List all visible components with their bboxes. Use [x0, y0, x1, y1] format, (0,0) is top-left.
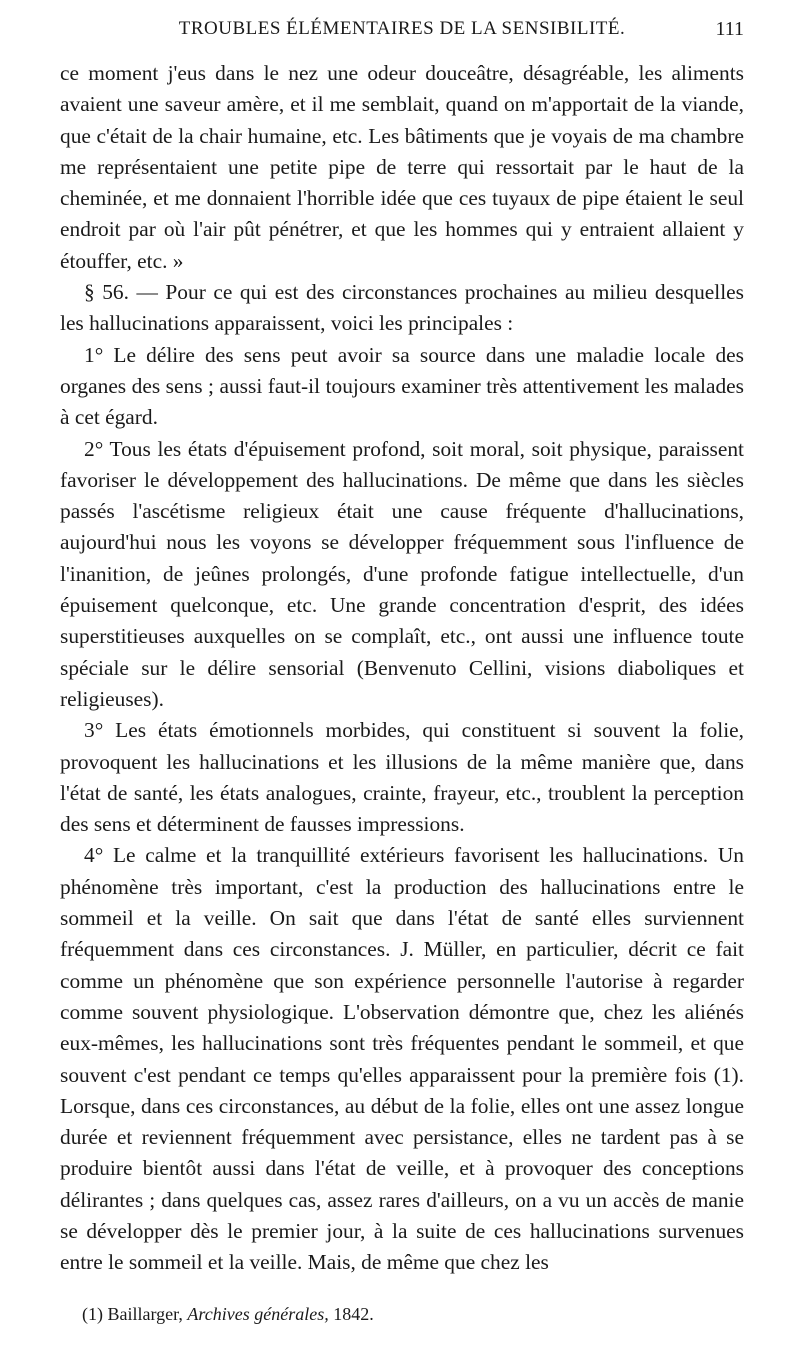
page-number: 111	[715, 18, 744, 40]
running-head: TROUBLES ÉLÉMENTAIRES DE LA SENSIBILITÉ.	[178, 18, 626, 39]
paragraph-continuation: ce moment j'eus dans le nez une odeur douceâtre, désagréable, les aliments avaient une saveur amère, et il me semblait, quand on m'apportait de la viande, que c'était de la chair humaine, etc. Les bâtiments que je voyais de ma chambre me représentaient une petite pipe de terre qui ressortait par le haut de la cheminée, et me donnaient l'horrible idée que ces tuyaux de pipe étaient le seul endroit par où l'air pût pénétrer, et que les hommes qui y entraient allaient y étouffer, etc. »	[60, 61, 744, 273]
paragraph-item-2: 2° Tous les états d'épuisement profond, soit moral, soit physique, paraissent favoriser le développement des hallucinations. De même que dans les siècles passés l'ascétisme religieux était une cause fréquente d'hallucinations, aujourd'hui nous les voyons se développer fréquemment sous l'influence de l'inanition, de jeûnes prolongés, d'une profonde fatigue intellectuelle, d'un épuisement quelconque, etc. Une grande concentration d'esprit, des idées superstitieuses auxquelles on se complaît, etc., ont aussi une influence toute spéciale sur le délire sensorial (Benvenuto Cellini, visions diaboliques et religieuses).	[60, 436, 744, 711]
page-header	[60, 18, 744, 52]
paragraph-item-4: 4° Le calme et la tranquillité extérieurs favorisent les hallucinations. Un phénomène très important, c'est la production des hallucinations entre le sommeil et la veille. On sait que dans l'état de santé elles surviennent fréquemment dans ces circonstances. J. Müller, en particulier, décrit ce fait comme un phénomène que son expérience personnelle l'autorise à regarder comme souvent physiologique. L'observation démontre que, chez les aliénés eux-mêmes, les hallucinations sont très fréquentes pendant le sommeil, et que souvent c'est pendant ce temps qu'elles apparaissent pour la première fois (1). Lorsque, dans ces circonstances, au début de la folie, elles ont une assez longue durée et reviennent fréquemment avec persistance, elles ne tardent pas à se produire bientôt aussi dans l'état de veille, et à provoquer des conceptions délirantes ; dans quelques cas, assez rares d'ailleurs, on a vu un accès de manie se développer dès le premier jour, à la suite de ces hallucinations survenues entre le sommeil et la veille. Mais, de même que chez les	[60, 843, 744, 1275]
footnote-title: Archives générales,	[187, 1304, 329, 1324]
paragraph-section-56: § 56. — Pour ce qui est des circonstances prochaines au milieu desquelles les hallucinations apparaissent, voici les principales :	[60, 280, 744, 336]
footnote-year: 1842.	[333, 1304, 374, 1324]
paragraph-item-3: 3° Les états émotionnels morbides, qui constituent si souvent la folie, provoquent les hallucinations et les illusions de la même manière que, dans l'état de santé, les états analogues, crainte, frayeur, etc., troublent la perception des sens et déterminent de fausses impressions.	[60, 718, 744, 837]
footnote-marker: (1)	[82, 1304, 103, 1324]
footnote-author: Baillarger,	[107, 1304, 183, 1324]
footnote	[82, 1301, 744, 1327]
body-text	[60, 58, 744, 1279]
paragraph-item-1: 1° Le délire des sens peut avoir sa source dans une maladie locale des organes des sens ; aussi faut-il toujours examiner très attentivement les malades à cet égard.	[60, 342, 744, 430]
